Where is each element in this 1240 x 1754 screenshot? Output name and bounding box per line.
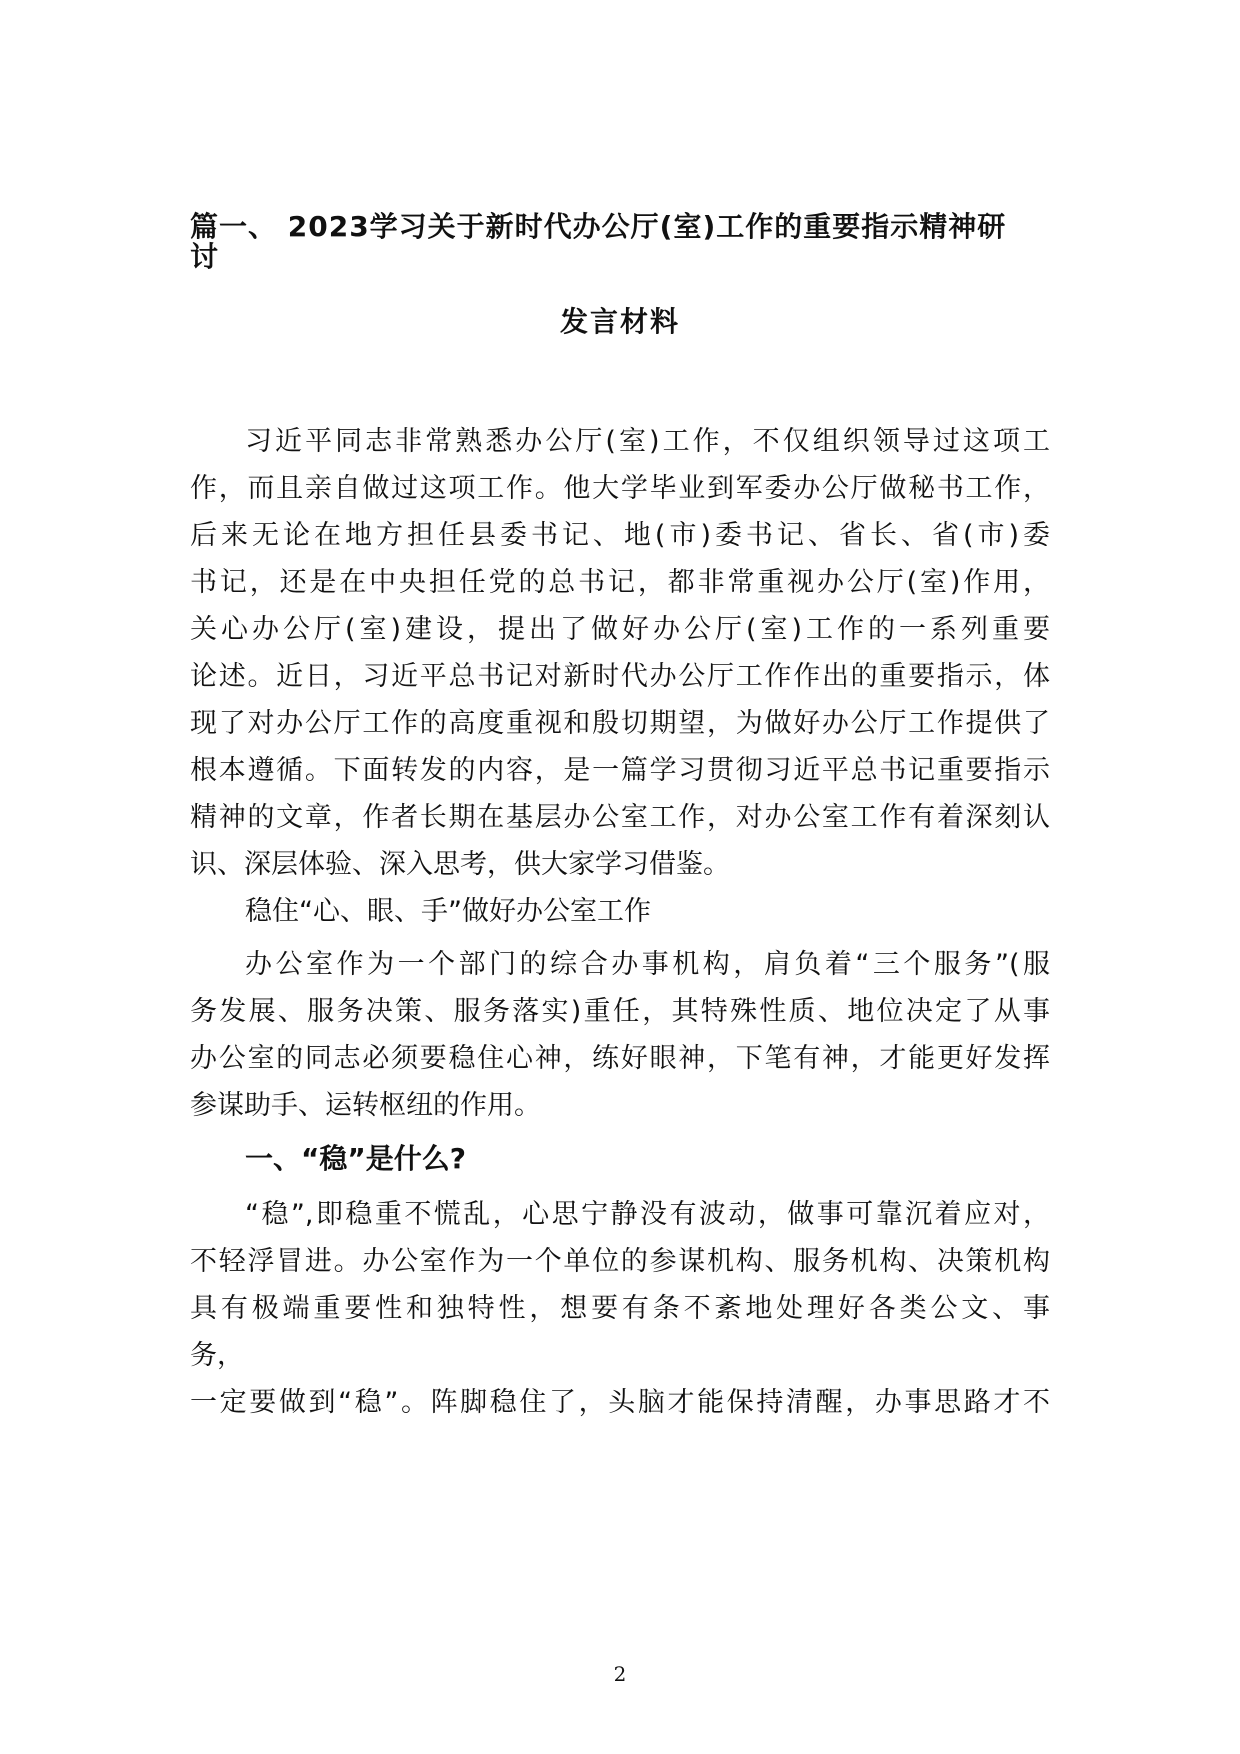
paragraph-1-line: 作，而且亲自做过这项工作。他大学毕业到军委办公厅做秘书工作， <box>190 473 1050 504</box>
paragraph-3-line: 务发展、服务决策、服务落实)重任，其特殊性质、地位决定了从事 <box>190 996 1050 1027</box>
paragraph-3-line: 参谋助手、运转枢纽的作用。 <box>190 1090 541 1121</box>
paragraph-1-line: 根本遵循。下面转发的内容，是一篇学习贯彻习近平总书记重要指示 <box>190 755 1050 786</box>
paragraph-1-line: 关心办公厅(室)建设，提出了做好办公厅(室)工作的一系列重要 <box>190 614 1050 645</box>
paragraph-4-line: 务， <box>190 1340 244 1371</box>
paragraph-1-line: 识、深层体验、深入思考，供大家学习借鉴。 <box>190 849 730 880</box>
paragraph-3-line: 办公室的同志必须要稳住心神，练好眼神，下笔有神，才能更好发挥 <box>190 1043 1050 1074</box>
paragraph-1-line: 论述。近日，习近平总书记对新时代办公厅工作作出的重要指示，体 <box>190 661 1050 692</box>
paragraph-2-line: 稳住“心、眼、手”做好办公室工作 <box>245 896 651 927</box>
paragraph-4-line: 一定要做到“稳”。阵脚稳住了，头脑才能保持清醒，办事思路才不 <box>190 1387 1050 1418</box>
paragraph-4-line: “稳”,即稳重不慌乱，心思宁静没有波动，做事可靠沉着应对， <box>245 1199 1050 1230</box>
title-line-3: 发言材料 <box>559 305 680 338</box>
paragraph-3-line: 办公室作为一个部门的综合办事机构，肩负着“三个服务”(服 <box>245 949 1050 980</box>
title-line-1: 篇一、 2023学习关于新时代办公厅(室)工作的重要指示精神研 <box>190 210 1007 243</box>
paragraph-1-line: 后来无论在地方担任县委书记、地(市)委书记、省长、省(市)委 <box>190 520 1050 551</box>
page-number: 2 <box>613 1662 627 1686</box>
paragraph-4-line: 具有极端重要性和独特性，想要有条不紊地处理好各类公文、事 <box>190 1293 1050 1324</box>
paragraph-4-line: 不轻浮冒进。办公室作为一个单位的参谋机构、服务机构、决策机构 <box>190 1246 1050 1277</box>
title-line-2: 讨 <box>190 240 220 273</box>
section-heading-1: 一、“稳”是什么? <box>245 1142 467 1175</box>
paragraph-1-line: 习近平同志非常熟悉办公厅(室)工作，不仅组织领导过这项工 <box>245 426 1050 457</box>
paragraph-1-line: 现了对办公厅工作的高度重视和殷切期望，为做好办公厅工作提供了 <box>190 708 1050 739</box>
paragraph-1-line: 精神的文章，作者长期在基层办公室工作，对办公室工作有着深刻认 <box>190 802 1050 833</box>
paragraph-1-line: 书记，还是在中央担任党的总书记，都非常重视办公厅(室)作用， <box>190 567 1050 598</box>
